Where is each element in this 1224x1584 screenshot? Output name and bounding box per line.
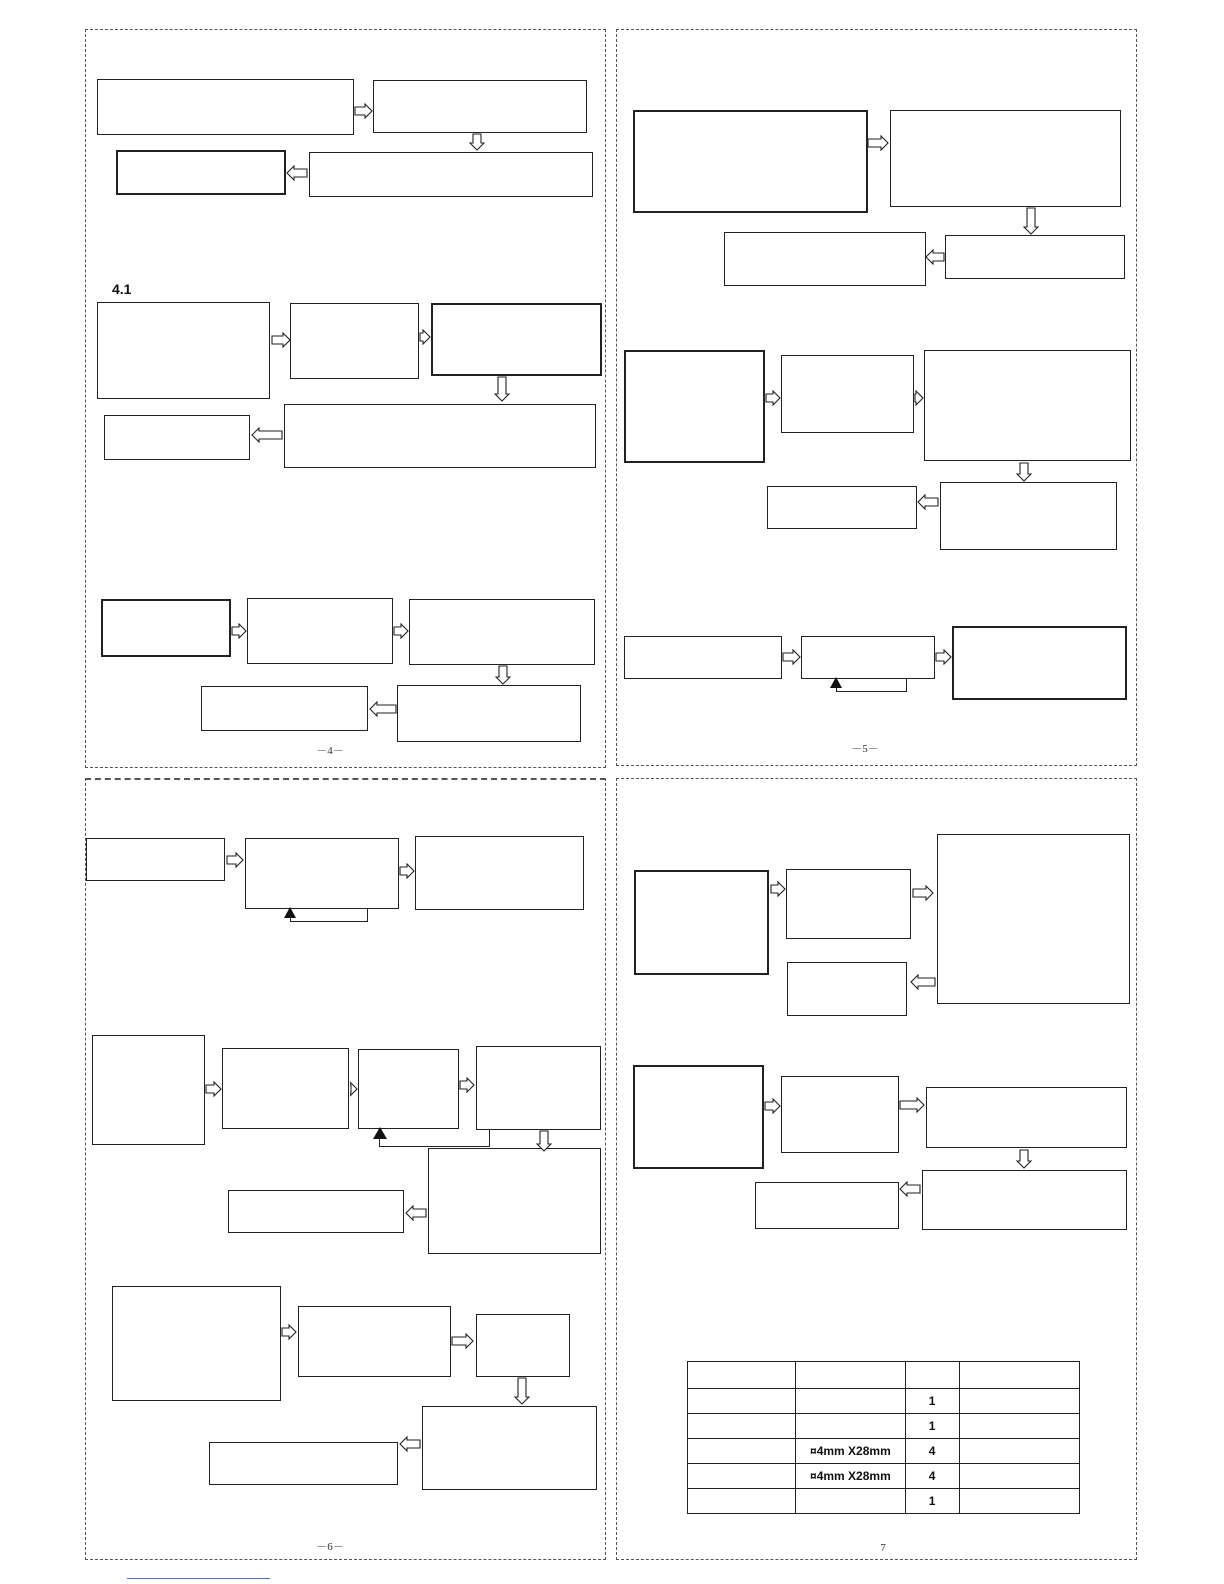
flow-box <box>358 1049 459 1129</box>
flow-box <box>624 636 782 679</box>
flow-box <box>924 350 1131 461</box>
flow-box <box>767 486 917 529</box>
connector-line <box>489 1130 490 1146</box>
parts-list-table <box>687 1361 1080 1514</box>
flow-box <box>373 80 587 133</box>
flow-arrow-icon <box>910 974 936 990</box>
page-number: －4－ <box>316 745 344 757</box>
flow-arrow-icon <box>350 1081 358 1097</box>
flow-box <box>428 1148 601 1254</box>
table-cell <box>688 1489 796 1514</box>
flow-box <box>787 962 907 1016</box>
table-cell: ¤4mm X28mm <box>796 1439 905 1464</box>
table-cell <box>959 1464 1079 1489</box>
flow-box <box>112 1286 281 1401</box>
table-cell <box>959 1414 1079 1439</box>
table-row <box>688 1414 1080 1439</box>
flow-box <box>781 1076 899 1153</box>
flow-box <box>309 152 593 197</box>
table-cell <box>688 1389 796 1414</box>
flow-box <box>940 482 1117 550</box>
flow-box <box>801 636 935 679</box>
flow-arrow-icon <box>251 427 283 443</box>
flow-arrow-icon <box>205 1081 222 1097</box>
flow-arrow-icon <box>867 135 889 151</box>
flow-box <box>284 404 596 468</box>
table-cell <box>959 1389 1079 1414</box>
table-cell <box>688 1414 796 1439</box>
flow-box <box>937 834 1130 1004</box>
flow-arrow-icon <box>899 1181 921 1197</box>
flow-arrow-icon <box>226 852 244 868</box>
flow-box <box>922 1170 1127 1230</box>
table-cell <box>688 1464 796 1489</box>
table-cell <box>688 1439 796 1464</box>
flow-box <box>633 110 868 213</box>
flow-box <box>247 598 393 664</box>
flow-box <box>228 1190 404 1233</box>
flow-box <box>624 350 765 463</box>
flow-arrow-icon <box>419 329 431 345</box>
flow-box <box>298 1306 451 1377</box>
flow-box <box>86 838 225 881</box>
flow-box <box>101 599 231 657</box>
flow-arrow-icon <box>925 249 945 265</box>
table-cell: 4 <box>905 1439 959 1464</box>
flow-box <box>926 1087 1127 1148</box>
flow-box <box>890 110 1121 207</box>
feedback-arrowhead <box>284 907 296 918</box>
flow-arrow-icon <box>495 665 511 685</box>
flow-arrow-icon <box>399 863 415 879</box>
table-cell: ¤4mm X28mm <box>796 1464 905 1489</box>
feedback-arrowhead <box>830 677 842 688</box>
flow-box <box>290 303 419 379</box>
flow-arrow-icon <box>459 1077 475 1093</box>
table-cell <box>959 1362 1079 1389</box>
flow-arrow-icon <box>354 103 373 119</box>
flow-box <box>431 303 602 376</box>
flow-arrow-icon <box>1016 462 1032 482</box>
flow-box <box>209 1442 398 1485</box>
flow-box <box>952 626 1127 700</box>
flow-arrow-icon <box>271 332 291 348</box>
flow-arrow-icon <box>912 885 934 901</box>
flow-arrow-icon <box>494 376 510 402</box>
table-row <box>688 1439 1080 1464</box>
table-cell <box>959 1489 1079 1514</box>
flow-box <box>116 150 286 195</box>
flow-arrow-icon <box>469 133 485 151</box>
table-cell <box>796 1489 905 1514</box>
page-number: －6－ <box>316 1541 344 1553</box>
flow-arrow-icon <box>914 390 924 406</box>
flow-arrow-icon <box>399 1436 421 1452</box>
flow-box <box>634 870 769 975</box>
table-cell <box>688 1362 796 1389</box>
flow-box <box>97 302 270 399</box>
flow-box <box>104 415 250 460</box>
flow-box <box>724 232 926 286</box>
flow-arrow-icon <box>764 1098 781 1114</box>
flow-arrow-icon <box>536 1130 552 1152</box>
flow-box <box>415 836 584 910</box>
flow-box <box>422 1406 597 1490</box>
connector-line <box>379 1146 490 1147</box>
flow-box <box>781 355 914 433</box>
flow-box <box>755 1182 899 1229</box>
flow-box <box>945 235 1125 279</box>
table-cell: 1 <box>905 1389 959 1414</box>
table-cell <box>796 1414 905 1439</box>
table-cell: 1 <box>905 1489 959 1514</box>
flow-box <box>409 599 595 665</box>
flow-box <box>201 686 368 731</box>
table-cell <box>796 1389 905 1414</box>
table-cell <box>796 1362 905 1389</box>
flow-box <box>397 685 581 742</box>
table-row <box>688 1362 1080 1389</box>
flow-arrow-icon <box>770 881 786 897</box>
flow-box <box>245 838 399 909</box>
table-cell: 1 <box>905 1414 959 1439</box>
flow-arrow-icon <box>281 1324 297 1340</box>
flow-arrow-icon <box>369 701 397 717</box>
table-row <box>688 1389 1080 1414</box>
flow-arrow-icon <box>782 649 801 665</box>
flow-arrow-icon <box>286 165 308 181</box>
flow-arrow-icon <box>935 649 952 665</box>
flow-arrow-icon <box>1023 207 1039 235</box>
flow-box <box>786 869 911 939</box>
table-row <box>688 1464 1080 1489</box>
flow-box <box>633 1065 764 1169</box>
flow-arrow-icon <box>1016 1149 1032 1169</box>
table-cell: 4 <box>905 1464 959 1489</box>
flow-arrow-icon <box>405 1205 427 1221</box>
feedback-loop <box>836 679 907 692</box>
flow-arrow-icon <box>514 1377 530 1405</box>
section-number: 4.1 <box>112 281 132 297</box>
flow-arrow-icon <box>231 623 247 639</box>
flow-box <box>476 1046 601 1130</box>
flow-arrow-icon <box>899 1097 925 1113</box>
flow-arrow-icon <box>451 1333 474 1349</box>
page-number: 7 <box>880 1542 886 1554</box>
flow-box <box>222 1048 349 1129</box>
flow-box <box>476 1314 570 1377</box>
flow-arrow-icon <box>917 494 939 510</box>
table-cell <box>959 1439 1079 1464</box>
feedback-loop <box>290 909 368 922</box>
page-number: －5－ <box>851 743 879 755</box>
flow-arrow-icon <box>765 390 781 406</box>
feedback-arrowhead <box>373 1127 387 1139</box>
flow-box <box>92 1035 205 1145</box>
footer-link-underline <box>127 1578 270 1579</box>
flow-box <box>97 79 354 135</box>
table-row <box>688 1489 1080 1514</box>
flow-arrow-icon <box>393 623 409 639</box>
table-cell <box>905 1362 959 1389</box>
